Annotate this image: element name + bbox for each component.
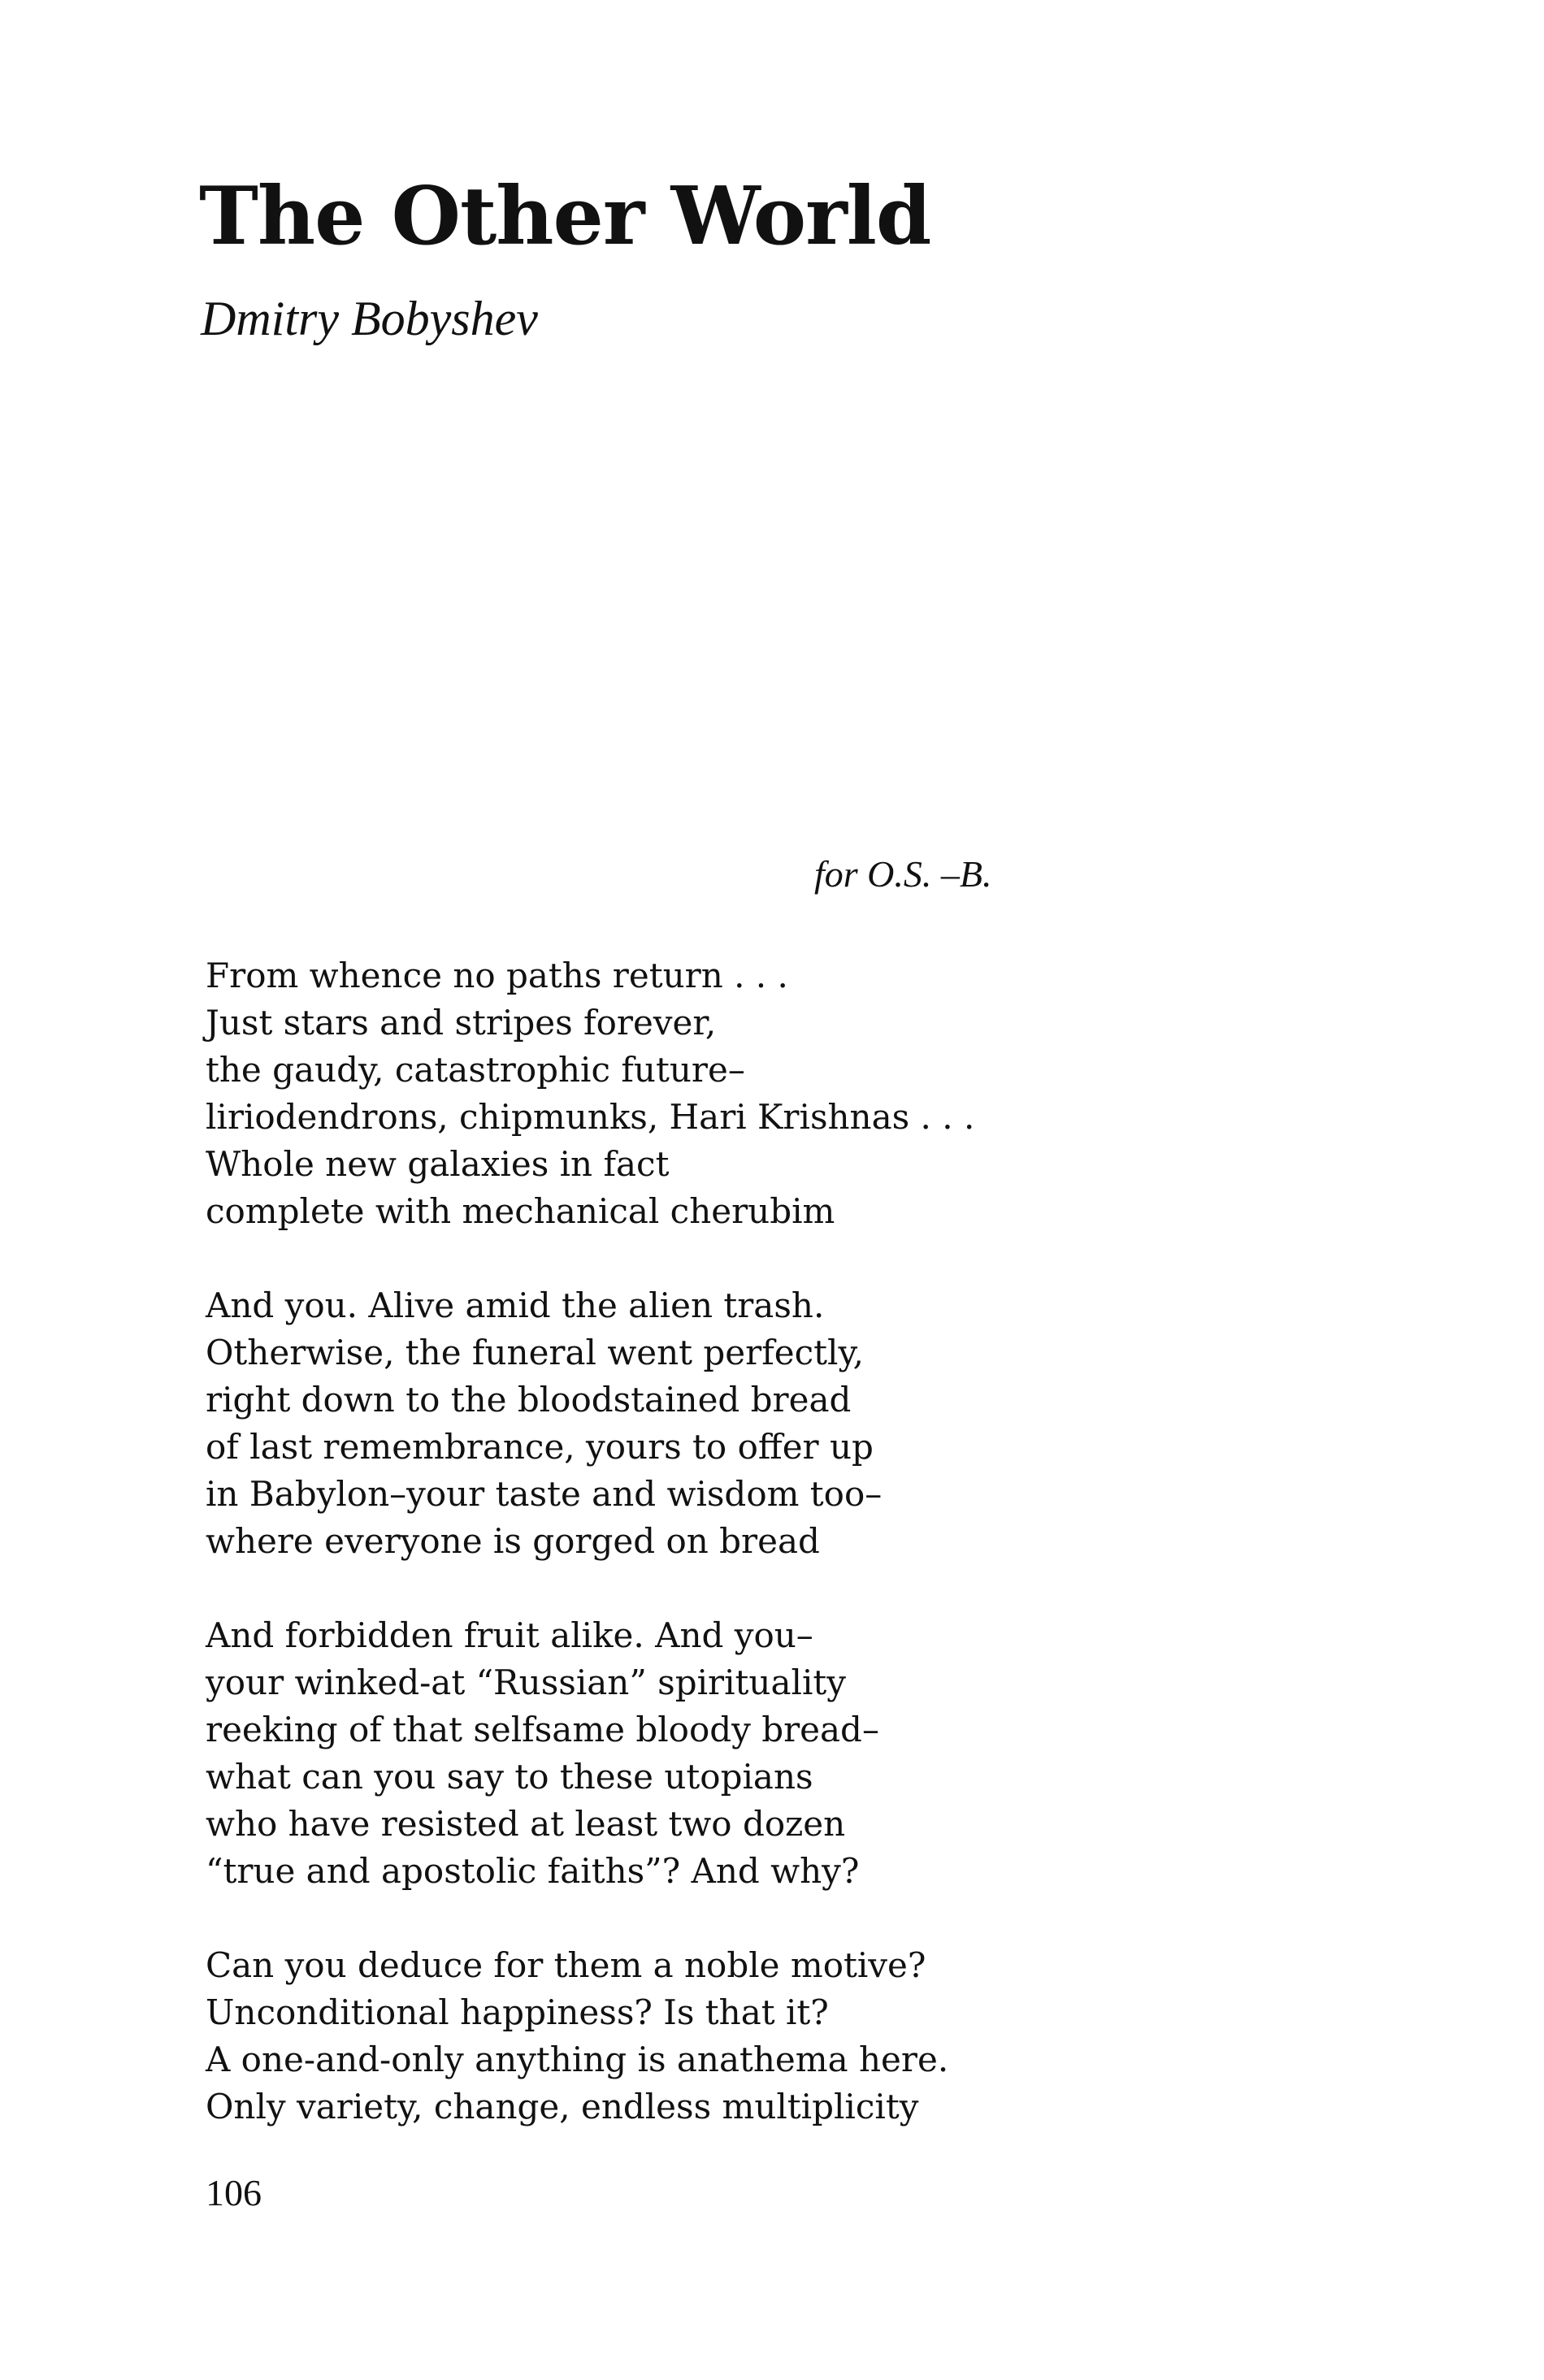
poem-line: A one-and-only anything is anathema here. xyxy=(206,2040,949,2079)
poem-line: From whence no paths return . . . xyxy=(206,956,788,995)
poem-line: Just stars and stripes forever, xyxy=(206,1003,717,1043)
poem-line: Can you deduce for them a noble motive? xyxy=(206,1945,926,1985)
poem-line: right down to the bloodstained bread xyxy=(206,1380,852,1420)
poem-line: And you. Alive amid the alien trash. xyxy=(206,1285,825,1325)
poem-line: Whole new galaxies in fact xyxy=(206,1144,670,1184)
stanza xyxy=(206,1282,1425,1565)
stanza xyxy=(206,952,1425,1235)
poem-dedication: for O.S. –B. xyxy=(814,853,992,895)
poem-line: reeking of that selfsame bloody bread– xyxy=(206,1710,879,1749)
poem-line: in Babylon–your taste and wisdom too– xyxy=(206,1474,883,1514)
poem-line: where everyone is gorged on bread xyxy=(206,1521,820,1561)
stanza xyxy=(206,1612,1425,1895)
poem-line: And forbidden fruit alike. And you– xyxy=(206,1615,813,1655)
poem-line: Unconditional happiness? Is that it? xyxy=(206,1992,829,2032)
poem-line: who have resisted at least two dozen xyxy=(206,1804,846,1844)
poem-line: of last remembrance, yours to offer up xyxy=(206,1427,874,1467)
poem-line: Otherwise, the funeral went perfectly, xyxy=(206,1333,864,1372)
poem-line: what can you say to these utopians xyxy=(206,1757,813,1797)
poem-line: the gaudy, catastrophic future– xyxy=(206,1050,745,1090)
stanza xyxy=(206,1942,1425,2131)
poem-line: liriodendrons, chipmunks, Hari Krishnas . . . xyxy=(206,1097,975,1137)
poem-body xyxy=(206,952,1425,2178)
page-number: 106 xyxy=(206,2172,262,2213)
poem-line: your winked-at “Russian” spirituality xyxy=(206,1663,846,1702)
poem-line: Only variety, change, endless multiplicity xyxy=(206,2087,919,2126)
poem-title: The Other World xyxy=(199,170,931,263)
poem-line: “true and apostolic faiths”? And why? xyxy=(206,1851,860,1891)
poem-author: Dmitry Bobyshev xyxy=(201,292,538,345)
poem-line: complete with mechanical cherubim xyxy=(206,1191,835,1231)
